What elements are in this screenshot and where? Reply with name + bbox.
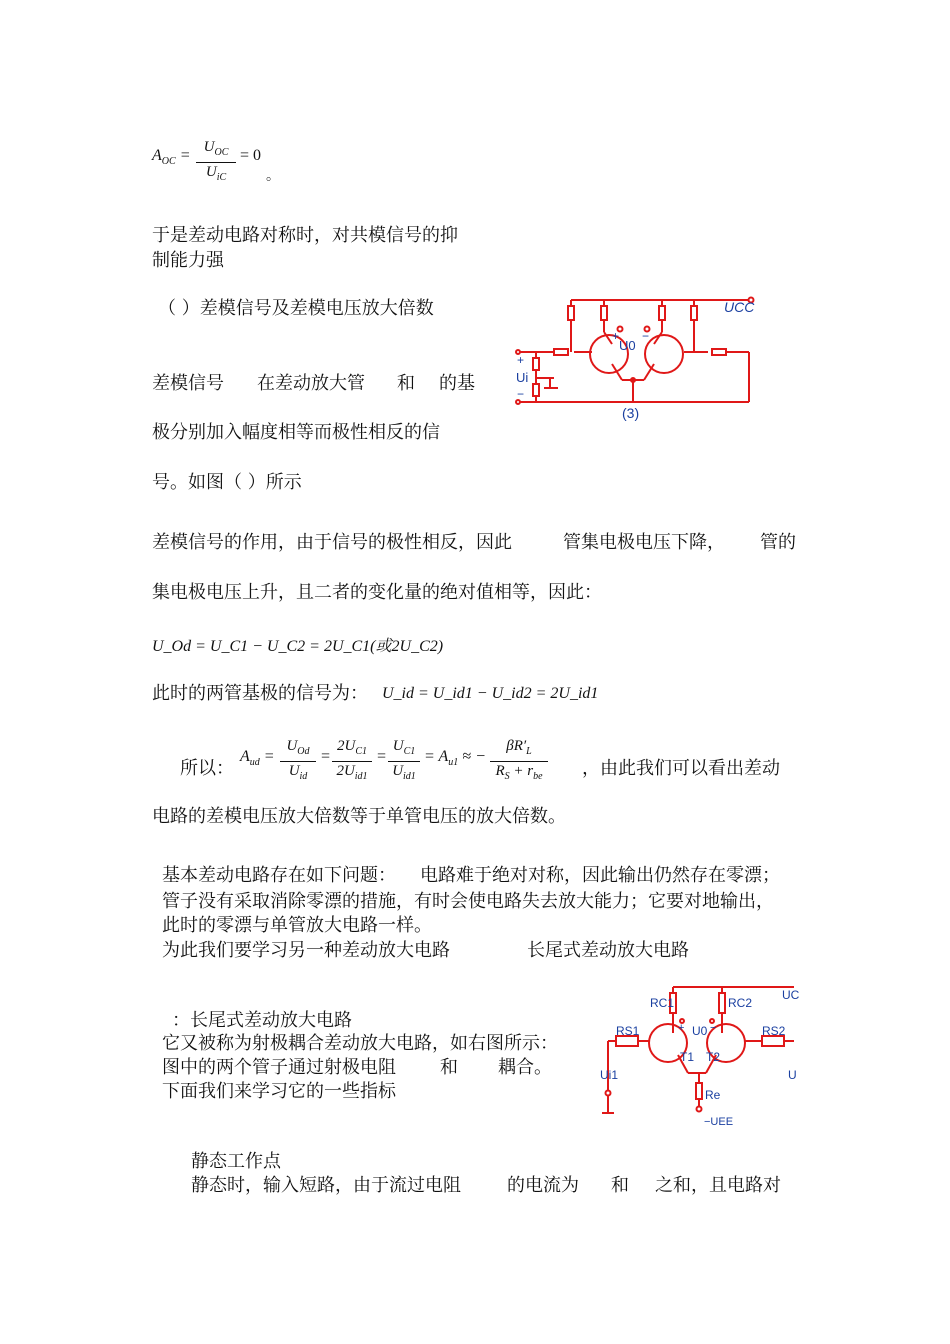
para3-line1-a: 差模信号的作用，由于信号的极性相反，因此 — [152, 532, 512, 553]
circuit1-ucc: UCC — [724, 299, 755, 315]
circuit2-rc1: RC1 — [650, 996, 675, 1010]
circuit1-uo: U0 — [619, 338, 636, 353]
circuit2-uo: U0 — [692, 1024, 708, 1038]
circuit2-uee: −UEE — [704, 1116, 734, 1128]
formula-aoc-lhs: $A_{OC}$ = — [152, 147, 191, 168]
circuit2-uc: UC — [782, 988, 800, 1002]
para6-line1-b: 电路难于绝对对称，因此输出仍然存在零漂； — [420, 865, 780, 886]
circuit2-rs1: RS1 — [616, 1024, 640, 1038]
circuit2-uo-plus: + — [678, 1022, 685, 1034]
para7-line3-c: 耦合。 — [498, 1057, 552, 1078]
para2-line3: 号。如图（ ）所示 — [152, 472, 302, 493]
para7-line4: 下面我们来学习它的一些指标 — [162, 1081, 396, 1102]
circuit2-rc2: RC2 — [728, 996, 753, 1010]
circuit2-t2: T2 — [706, 1050, 721, 1064]
para8-line2-b: 的电流为 — [507, 1175, 579, 1196]
para6-line3: 此时的零漂与单管放大电路一样。 — [162, 915, 432, 936]
circuit2-re: Re — [705, 1088, 721, 1102]
para2-line2: 极分别加入幅度相等而极性相反的信 — [152, 422, 440, 443]
para1-line2: 制能力强 — [152, 250, 224, 271]
para2-line1-d: 的基 — [439, 373, 475, 394]
circuit2-u: U — [788, 1068, 797, 1082]
circuit-diagram-2 — [598, 983, 800, 1130]
para7-line3-b: 和 — [440, 1057, 458, 1078]
circuit2-rs2: RS2 — [762, 1024, 786, 1038]
para1-line1: 于是差动电路对称时，对共模信号的抑 — [152, 225, 458, 246]
formula-aoc-fraction: $U_{OC}$ $U_{iC}$ — [196, 138, 236, 187]
para3-line1-c: 管的 — [760, 532, 796, 553]
para3-line2: 集电极电压上升，且二者的变化量的绝对值相等，因此： — [152, 582, 602, 603]
para2-line1-b: 在差动放大管 — [257, 373, 365, 394]
para7-line2: 它又被称为射极耦合差动放大电路，如右图所示： — [162, 1033, 558, 1054]
circuit2-t1: T1 — [680, 1050, 695, 1064]
para2-line1-c: 和 — [397, 373, 415, 394]
para8-line1: 静态工作点 — [191, 1151, 281, 1172]
para7-line1: ：长尾式差动放大电路 — [172, 1010, 352, 1031]
para8-line2-d: 之和，且电路对 — [655, 1175, 781, 1196]
circuit1-uo-minus: − — [642, 329, 650, 343]
section-diff-heading: （ ）差模信号及差模电压放大倍数 — [158, 298, 434, 319]
para8-line2-c: 和 — [611, 1175, 629, 1196]
para4-formula: U_id = U_id1 − U_id2 = 2U_id1 — [382, 685, 599, 702]
para2-line1-a: 差模信号 — [152, 373, 224, 394]
para6-line1-a: 基本差动电路存在如下问题： — [162, 865, 396, 886]
para7-line3-a: 图中的两个管子通过射极电阻 — [162, 1057, 396, 1078]
para5-lead: 所以： — [180, 758, 234, 779]
circuit-diagram-1 — [514, 292, 760, 424]
formula-uod: U_Od = U_C1 − U_C2 = 2U_C1(或2U_C2) — [152, 638, 444, 655]
para5-trail: ，由此我们可以看出差动 — [582, 758, 780, 779]
para6-line4-a: 为此我们要学习另一种差动放大电路 — [162, 940, 450, 961]
para6-line2: 管子没有采取消除零漂的措施，有时会使电路失去放大能力；它要对地输出， — [162, 891, 774, 912]
circuit2-ui1: Ui1 — [600, 1068, 619, 1082]
para3-line1-b: 管集电极电压下降， — [563, 532, 725, 553]
circuit1-label-3: (3) — [622, 405, 640, 421]
para8-line2-a: 静态时，输入短路，由于流过电阻 — [191, 1175, 461, 1196]
circuit2-uo-minus: − — [710, 1022, 717, 1034]
para5-line2: 电路的差模电压放大倍数等于单管电压的放大倍数。 — [152, 806, 566, 827]
circuit1-uo-plus: + — [612, 329, 620, 343]
circuit1-ui-minus: − — [517, 387, 525, 401]
circuit1-ui: Ui — [516, 370, 529, 385]
para4-lead: 此时的两管基极的信号为： — [152, 683, 368, 704]
para6-line4-b: 长尾式差动放大电路 — [527, 940, 689, 961]
circuit1-ui-plus: + — [517, 353, 525, 367]
formula-aoc-end: 。 — [266, 168, 280, 184]
formula-aoc-rhs: = 0 — [240, 147, 262, 164]
